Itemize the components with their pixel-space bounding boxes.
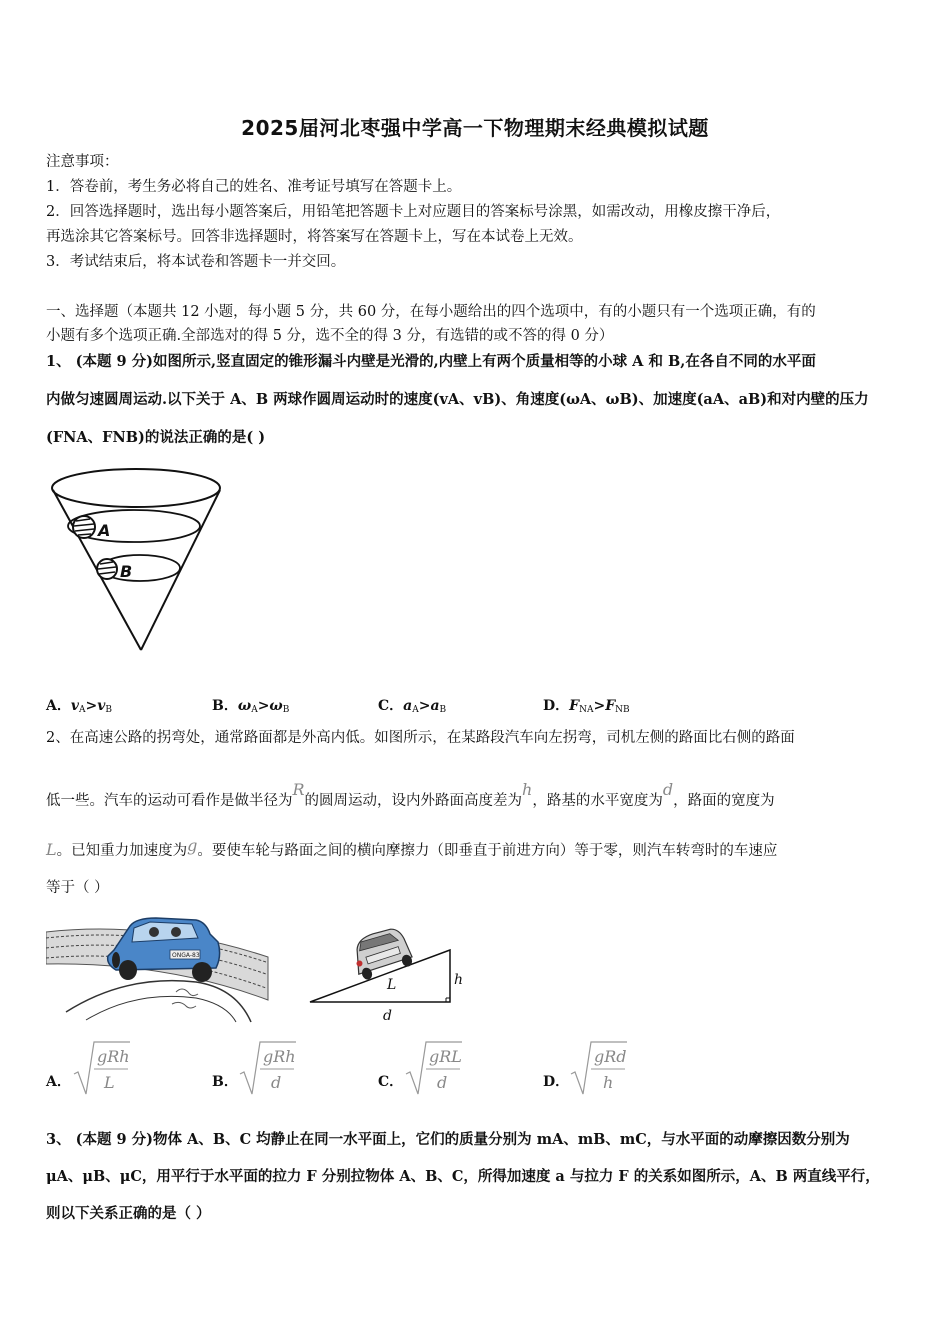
notice-item: 再选涂其它答案标号。回答非选择题时，将答案写在答题卡上，写在本试卷上无效。 (46, 229, 583, 245)
car-curve-figure (46, 912, 271, 1024)
option-denominator: L (104, 1073, 115, 1092)
option-letter: B． (212, 1074, 238, 1090)
notice-item: 3．考试结束后，将本试卷和答题卡一并交回。 (46, 254, 346, 270)
q1-option-d[interactable]: D．$F_{NA}>F_{NB}$ (543, 698, 630, 715)
q2-text: 2、在高速公路的拐弯处，通常路面都是外高内低。如图所示，在某路段汽车向左拐弯，司机左侧的路面比右侧的路面 (46, 730, 795, 746)
ball-a-label: A (98, 521, 111, 540)
q3-text: 则以下关系正确的是（ ） (46, 1205, 211, 1222)
symbol-h: h (522, 780, 533, 799)
option-numerator: gRh (97, 1047, 130, 1066)
label-d: d (383, 1008, 392, 1024)
q3-text: 3、 (本题 9 分)物体 A、B、C 均静止在同一水平面上，它们的质量分别为 mA、mB、mC，与水平面的动摩擦因数分别为 (46, 1131, 850, 1148)
q2-text-line3 (46, 836, 778, 861)
q2-text: 的圆周运动，设内外路面高度差为 (304, 793, 523, 809)
incline-figure (306, 928, 471, 1026)
q1-option-c[interactable]: C．$a_A>a_B$ (378, 698, 447, 715)
section-header: 一、选择题（本题共 12 小题，每小题 5 分，共 60 分，在每小题给出的四个选项中，有的小题只有一个选项正确，有的 (46, 304, 816, 320)
q2-text: 。要使车轮与路面之间的横向摩擦力（即垂直于前进方向）等于零，则汽车转弯时的车速应 (197, 843, 778, 859)
q2-text: 。已知重力加速度为 (56, 843, 188, 859)
ball-b-label: B (120, 562, 133, 581)
option-numerator: gRh (263, 1047, 296, 1066)
label-h: h (454, 972, 464, 988)
option-numerator: gRL (429, 1047, 462, 1066)
q3-text: μA、μB、μC，用平行于水平面的拉力 F 分别拉物体 A、B、C，所得加速度 a 与拉力 F 的关系如图所示，A、B 两直线平行， (46, 1168, 880, 1185)
symbol-g: g (187, 836, 198, 855)
q1-text: 内做匀速圆周运动.以下关于 A、B 两球作圆周运动时的速度(vA、vB)、角速度(ωA、ωB)、加速度(aA、aB)和对内壁的压力 (46, 391, 869, 408)
symbol-l: L (46, 840, 57, 859)
section-header: 小题有多个选项正确.全部选对的得 5 分，选不全的得 3 分，有选错的或不答的得 0 分） (46, 328, 614, 344)
symbol-d: d (662, 780, 674, 799)
option-numerator: gRd (594, 1047, 627, 1066)
option-letter: A． (46, 1074, 71, 1090)
page-title: 2025届河北枣强中学高一下物理期末经典模拟试题 (241, 116, 709, 140)
funnel-figure (46, 466, 231, 658)
q2-text-line2 (46, 780, 775, 811)
notice-heading: 注意事项： (46, 154, 119, 170)
label-l: L (387, 977, 397, 993)
q2-text: ，路基的水平宽度为 (532, 793, 663, 809)
option-denominator: d (271, 1073, 282, 1092)
symbol-r: R (292, 780, 305, 799)
option-denominator: d (437, 1073, 448, 1092)
option-letter: D． (543, 1074, 570, 1090)
q2-text: 低一些。汽车的运动可看作是做半径为 (46, 793, 293, 809)
notice-item: 1．答卷前，考生务必将自己的姓名、准考证号填写在答题卡上。 (46, 179, 462, 195)
q1-text: (FNA、FNB)的说法正确的是( ) (46, 429, 266, 446)
q1-text: 1、 (本题 9 分)如图所示,竖直固定的锥形漏斗内壁是光滑的,内壁上有两个质量相等的小球 A 和 B,在各自不同的水平面 (46, 353, 816, 370)
option-letter: C． (378, 1074, 404, 1090)
q2-text: ，路面的宽度为 (673, 793, 775, 809)
q2-text: 等于（ ） (46, 880, 109, 896)
notice-item: 2．回答选择题时，选出每小题答案后，用铅笔把答题卡上对应题目的答案标号涂黑，如需改动，用橡皮擦干净后， (46, 204, 781, 220)
option-denominator: h (603, 1073, 614, 1092)
license-plate: ONGA-83 (172, 952, 200, 959)
q1-option-a[interactable]: A．$v_A>v_B$ (46, 698, 113, 715)
q1-option-b[interactable]: B．$\omega_A>\omega_B$ (212, 698, 290, 715)
